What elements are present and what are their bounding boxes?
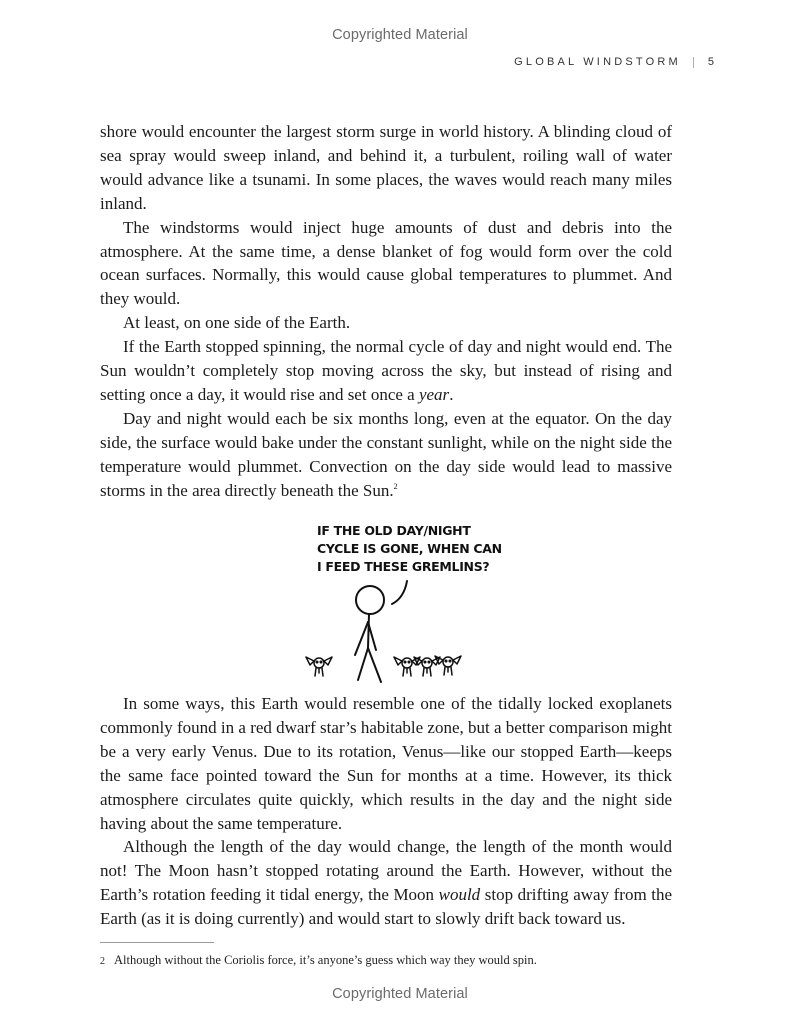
footnote-ref[interactable]: 2 [393, 481, 398, 491]
stick-figure-arm-left [355, 622, 368, 655]
paragraph [100, 335, 672, 407]
body-text-bottom [100, 692, 672, 931]
paragraph-text: Although the length of the day would change, the length of the month would not! The Moon hasn’t stopped rotating around the Earth. However, without the Earth’s rotation feeding it tidal energy, the Moon [100, 837, 672, 905]
stick-figure-leg-left [358, 648, 368, 680]
speech-tail [392, 581, 407, 604]
copyright-watermark-top: Copyrighted Material [332, 27, 468, 43]
paragraph-text: stop drifting away from the Earth (as it is doing currently) and would start to slowly drift back toward us. [100, 885, 673, 929]
paragraph-text: . [449, 384, 454, 404]
paragraph-text: Day and night would each be six months long, even at the equator. On the day side, the surface would bake under the constant sunlight, while on the night side the temperature would plummet. Convection on the day side would lead to massive storms in the area directly beneath the Sun. [100, 408, 672, 500]
emphasis-text: would [438, 885, 481, 905]
footnote-text: Although without the Coriolis force, it’s anyone’s guess which way they would spin. [114, 953, 537, 967]
paragraph [100, 835, 672, 931]
paragraph: At least, on one side of the Earth. [123, 313, 351, 333]
running-head-title: GLOBAL WINDSTORM [514, 56, 681, 68]
copyright-watermark-bottom: Copyrighted Material [332, 986, 468, 1002]
footnote-divider [100, 942, 214, 943]
paragraph-text: If the Earth stopped spinning, the normal cycle of day and night would end. The Sun wouldn’t completely stop moving across the sky, but instead of rising and setting once a day, it would rise and set once a [100, 337, 672, 404]
page-number: 5 [707, 56, 714, 68]
paragraph: The windstorms would inject huge amounts of dust and debris into the atmosphere. At the same time, a dense blanket of fog would form over the cold ocean surfaces. Normally, this would cause global temperatures to plummet. And they would. [100, 217, 672, 309]
comic-speech-text: IF THE OLD DAY/NIGHT CYCLE IS GONE, WHEN CAN I FEED THESE GREMLINS? [317, 523, 502, 574]
stick-figure-leg-right [368, 648, 381, 682]
stick-figure-head [356, 586, 384, 614]
running-head-divider [693, 57, 694, 68]
running-head [514, 56, 714, 68]
footnote [100, 953, 672, 968]
stick-figure-body [368, 614, 369, 648]
paragraph [100, 407, 672, 503]
footnote-number: 2 [100, 956, 105, 967]
paragraph: shore would encounter the largest storm surge in world history. A blinding cloud of sea spray would sweep inland, and behind it, a turbulent, roiling wall of water would advance like a tsunami. In some places, the waves would reach many miles inland. [100, 122, 672, 213]
gremlin-icon [306, 657, 332, 676]
paragraph: In some ways, this Earth would resemble one of the tidally locked exoplanets commonly found in a red dwarf star’s habitable zone, but a better comparison might be a very early Venus. Due to its rotation, Venus—like our stopped Earth—keeps the same face pointed toward the Sun for months at a time. However, its thick atmosphere circulates quite quickly, which results in the day and the night side having about the same temperature. [100, 694, 672, 833]
body-text-top [100, 120, 672, 503]
emphasis-text: year [418, 384, 450, 404]
comic-illustration [300, 520, 500, 685]
